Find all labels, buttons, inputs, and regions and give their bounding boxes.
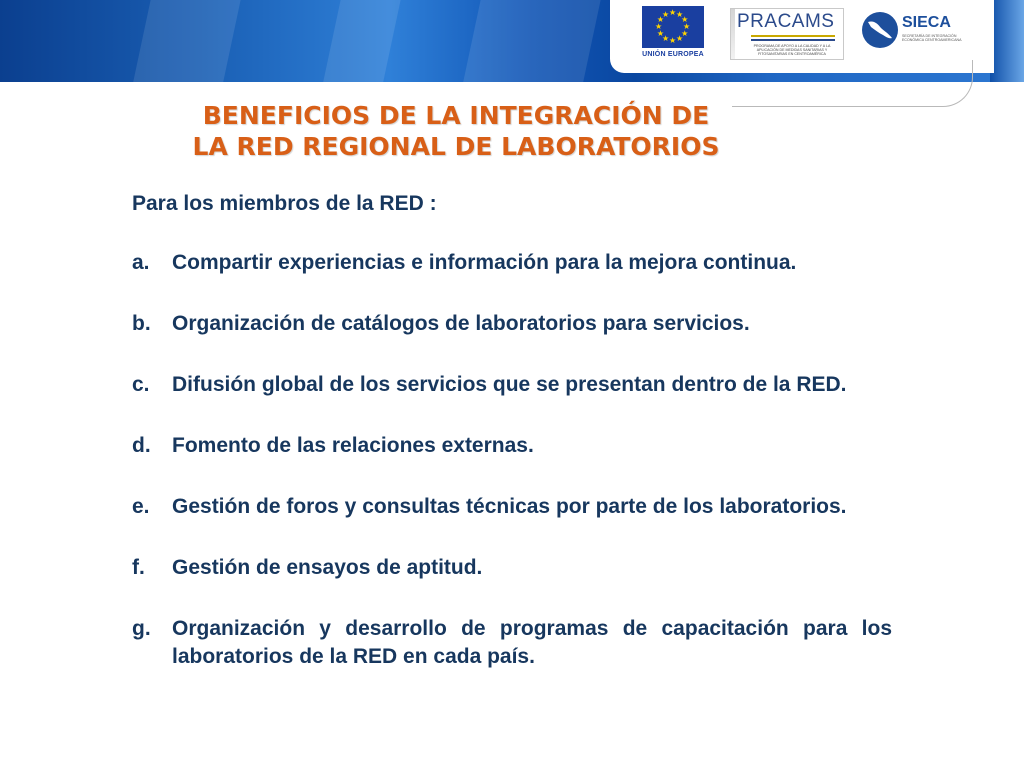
list-item — [132, 554, 892, 582]
pracams-rule-icon — [751, 39, 835, 41]
band-streak — [455, 0, 605, 82]
slide-title — [100, 100, 812, 162]
slide-title-line-2: LA RED REGIONAL DE LABORATORIOS — [192, 132, 720, 161]
list-item-text: Organización y desarrollo de programas de capacitación para los laboratorios de la RED en cada país. — [172, 617, 892, 668]
sieca-logo — [862, 12, 962, 52]
eu-star-icon: ★ — [676, 9, 684, 19]
list-item-text: Fomento de las relaciones externas. — [172, 434, 534, 457]
eu-star-icon: ★ — [669, 36, 677, 45]
sieca-map-icon — [862, 12, 898, 48]
sieca-logo-name: SIECA — [902, 14, 951, 31]
list-item-text: Gestión de ensayos de aptitud. — [172, 556, 483, 579]
eu-star-icon: ★ — [669, 8, 677, 17]
list-item — [132, 371, 892, 399]
sieca-logo-subtitle: SECRETARÍA DE INTEGRACIÓN ECONÓMICA CENTROAMERICANA — [902, 34, 962, 42]
pracams-bar-icon — [731, 9, 735, 59]
list-item-text: Compartir experiencias e información para la mejora continua. — [172, 251, 797, 274]
eu-star-icon: ★ — [656, 15, 665, 24]
list-item-text: Difusión global de los servicios que se presentan dentro de la RED. — [172, 373, 847, 396]
pracams-rule-icon — [751, 35, 835, 37]
slide-body — [132, 190, 892, 704]
eu-star-icon: ★ — [662, 9, 670, 19]
list-item — [132, 249, 892, 277]
eu-logo-caption: UNIÓN EUROPEA — [642, 51, 704, 58]
eu-star-icon: ★ — [681, 15, 689, 24]
body-intro: Para los miembros de la RED : — [132, 192, 437, 215]
pracams-logo — [730, 8, 844, 60]
list-item — [132, 493, 892, 521]
list-item-text: Gestión de foros y consultas técnicas por parte de los laboratorios. — [172, 495, 847, 518]
list-marker: e. — [132, 495, 150, 518]
list-marker: f. — [132, 556, 145, 579]
eu-star-icon: ★ — [676, 34, 684, 44]
eu-star-icon: ★ — [662, 34, 670, 44]
eu-star-icon: ★ — [683, 22, 691, 31]
list-item — [132, 432, 892, 460]
eu-logo — [642, 6, 704, 60]
pracams-logo-name: PRACAMS — [737, 11, 835, 32]
pracams-logo-subtitle: PROGRAMA DE APOYO A LA CALIDAD Y A LA APLICACIÓN DE MEDIDAS SANITARIAS Y FITOSANITARIAS EN CENTROAMÉRICA — [753, 44, 831, 56]
band-edge — [990, 0, 1024, 82]
eu-star-icon: ★ — [655, 22, 663, 31]
eu-star-icon: ★ — [681, 29, 689, 38]
slide-title-line-1: BENEFICIOS DE LA INTEGRACIÓN DE — [202, 101, 710, 130]
list-marker: a. — [132, 251, 150, 274]
eu-star-icon: ★ — [656, 29, 665, 38]
list-marker: b. — [132, 312, 151, 335]
list-marker: d. — [132, 434, 151, 457]
list-item — [132, 615, 892, 671]
band-streak — [315, 0, 405, 82]
list-marker: c. — [132, 373, 150, 396]
band-streak — [125, 0, 245, 82]
list-item-text: Organización de catálogos de laboratorios para servicios. — [172, 312, 750, 335]
list-marker: g. — [132, 617, 151, 640]
list-item — [132, 310, 892, 338]
